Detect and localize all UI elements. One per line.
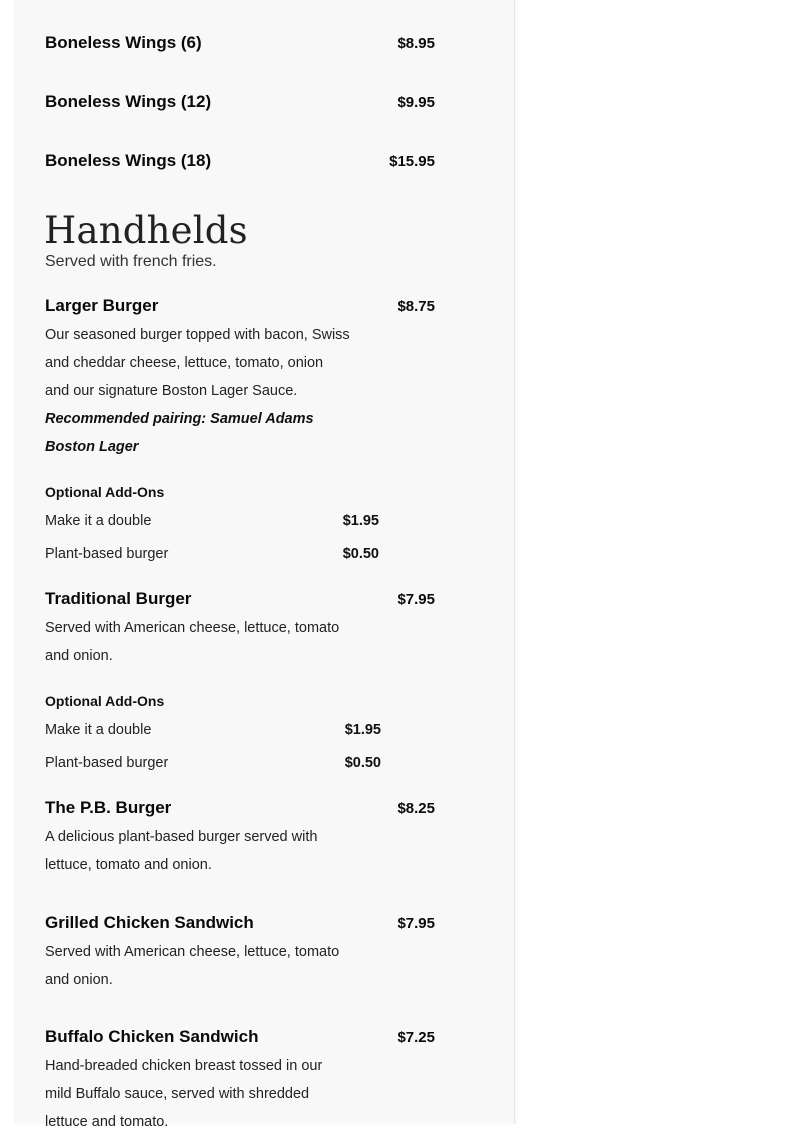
addon-label: Make it a double xyxy=(45,513,152,529)
menu-item-name: Boneless Wings (18) xyxy=(45,151,212,170)
menu-item-description: Served with American cheese, lettuce, tomato and onion. xyxy=(45,620,340,664)
menu-item-name: Buffalo Chicken Sandwich xyxy=(45,1027,259,1046)
menu-item-name: Boneless Wings (12) xyxy=(45,92,212,111)
addon-price: $0.50 xyxy=(342,546,379,562)
section-title: Handhelds xyxy=(44,209,248,252)
menu-item-price: $15.95 xyxy=(389,153,435,170)
addon-price: $1.95 xyxy=(344,722,381,738)
menu-item-description: Served with American cheese, lettuce, tomato and onion. xyxy=(45,944,340,988)
menu-item-name: Grilled Chicken Sandwich xyxy=(45,913,254,932)
addon-label: Plant-based burger xyxy=(45,546,169,562)
section-subtitle: Served with french fries. xyxy=(45,253,217,270)
pairing-note: Recommended pairing: Samuel Adams Boston Lager xyxy=(45,411,314,455)
menu-item-price: $7.95 xyxy=(397,915,435,932)
menu-item-description: A delicious plant-based burger served with lettuce, tomato and onion. xyxy=(45,829,318,873)
menu-item-price: $8.95 xyxy=(397,35,435,52)
menu-item-name: Traditional Burger xyxy=(45,589,192,608)
menu-item-price: $8.75 xyxy=(397,298,435,315)
menu-item-price: $7.25 xyxy=(397,1029,435,1046)
addons-heading: Optional Add-Ons xyxy=(45,693,165,709)
menu-item-name: Boneless Wings (6) xyxy=(45,33,202,52)
menu-item-price: $8.25 xyxy=(397,800,435,817)
menu-item-name: Larger Burger xyxy=(45,296,159,315)
menu-item-description: Our seasoned burger topped with bacon, Swiss and cheddar cheese, lettuce, tomato, onion and our signature Boston Lager Sauce. xyxy=(45,327,350,399)
menu-item-name: The P.B. Burger xyxy=(45,798,172,817)
addon-label: Make it a double xyxy=(45,722,152,738)
addon-price: $0.50 xyxy=(344,755,381,771)
menu-item-price: $9.95 xyxy=(397,94,435,111)
menu-item-price: $7.95 xyxy=(397,591,435,608)
addons-heading: Optional Add-Ons xyxy=(45,484,165,500)
addon-label: Plant-based burger xyxy=(45,755,169,771)
menu-item-description: Hand-breaded chicken breast tossed in our mild Buffalo sauce, served with shredded lettuce and tomato. xyxy=(45,1058,323,1130)
addon-price: $1.95 xyxy=(342,513,379,529)
menu-panel xyxy=(14,0,515,1130)
